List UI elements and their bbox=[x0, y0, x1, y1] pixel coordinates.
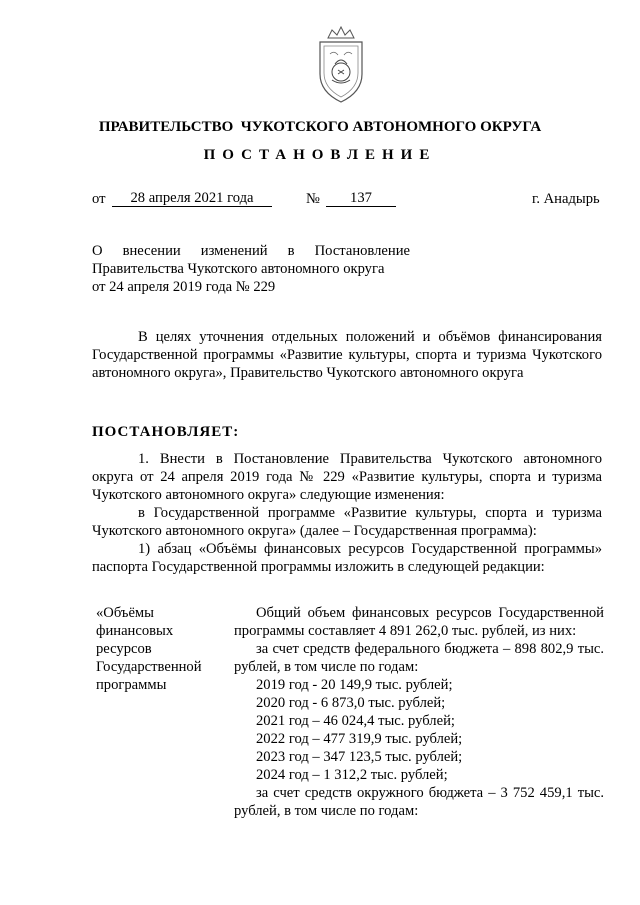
financing-federal: за счет средств федерального бюджета – 898 802,9 тыс. рублей, в том числе по годам: bbox=[234, 641, 604, 675]
document-meta bbox=[0, 190, 640, 210]
subject-line-1: О внесении изменений в Постановление bbox=[92, 243, 410, 259]
subject-line-2: Правительства Чукотского автономного округа bbox=[92, 261, 385, 277]
financing-label: «Объёмы финансовых ресурсов Государственной программы bbox=[96, 605, 202, 693]
preamble-text: В целях уточнения отдельных положений и объёмов финансирования Государственной программы «Развитие культуры, спорта и туризма Чукотского автономного округа», Правительство Чукотского автономного округа bbox=[92, 329, 602, 381]
financing-year: 2021 год – 46 024,4 тыс. рублей; bbox=[256, 713, 455, 729]
document-subject bbox=[92, 242, 410, 296]
item-3: 1) абзац «Объёмы финансовых ресурсов Государственной программы» паспорта Государственной программы изложить в следующей редакции: bbox=[92, 541, 602, 575]
city: г. Анадырь bbox=[532, 191, 600, 207]
from-label: от bbox=[92, 191, 106, 207]
resolve-heading: ПОСТАНОВЛЯЕТ: bbox=[92, 424, 240, 440]
financing-total: Общий объем финансовых ресурсов Государственной программы составляет 4 891 262,0 тыс. рублей, из них: bbox=[234, 605, 604, 639]
document-number: 137 bbox=[326, 190, 396, 207]
document-date: 28 апреля 2021 года bbox=[112, 190, 272, 207]
financing-year: 2024 год – 1 312,2 тыс. рублей; bbox=[256, 767, 448, 783]
financing-year: 2022 год – 477 319,9 тыс. рублей; bbox=[256, 731, 463, 747]
document-type: ПОСТАНОВЛЕНИЕ bbox=[203, 147, 437, 163]
item-1: 1. Внести в Постановление Правительства Чукотского автономного округа от 24 апреля 2019 года № 229 «Развитие культуры, спорта и туризма Чукотского автономного округа» следующие изменения: bbox=[92, 451, 602, 503]
number-label: № bbox=[306, 191, 320, 207]
decree-items bbox=[92, 450, 602, 576]
subject-line-3: от 24 апреля 2019 года № 229 bbox=[92, 279, 276, 295]
financing-year: 2019 год - 20 149,9 тыс. рублей; bbox=[256, 677, 453, 693]
financing-year: 2020 год - 6 873,0 тыс. рублей; bbox=[256, 695, 446, 711]
financing-regional: за счет средств окружного бюджета – 3 752 459,1 тыс. рублей, в том числе по годам: bbox=[234, 785, 604, 819]
financing-year: 2023 год – 347 123,5 тыс. рублей; bbox=[256, 749, 463, 765]
preamble bbox=[92, 328, 602, 382]
financing-details bbox=[234, 604, 604, 820]
government-title: ПРАВИТЕЛЬСТВО ЧУКОТСКОГО АВТОНОМНОГО ОКРУГА bbox=[98, 119, 542, 135]
item-2: в Государственной программе «Развитие культуры, спорта и туризма Чукотского автономного округа» (далее – Государственная программа): bbox=[92, 505, 602, 539]
coat-of-arms-icon bbox=[302, 22, 380, 108]
